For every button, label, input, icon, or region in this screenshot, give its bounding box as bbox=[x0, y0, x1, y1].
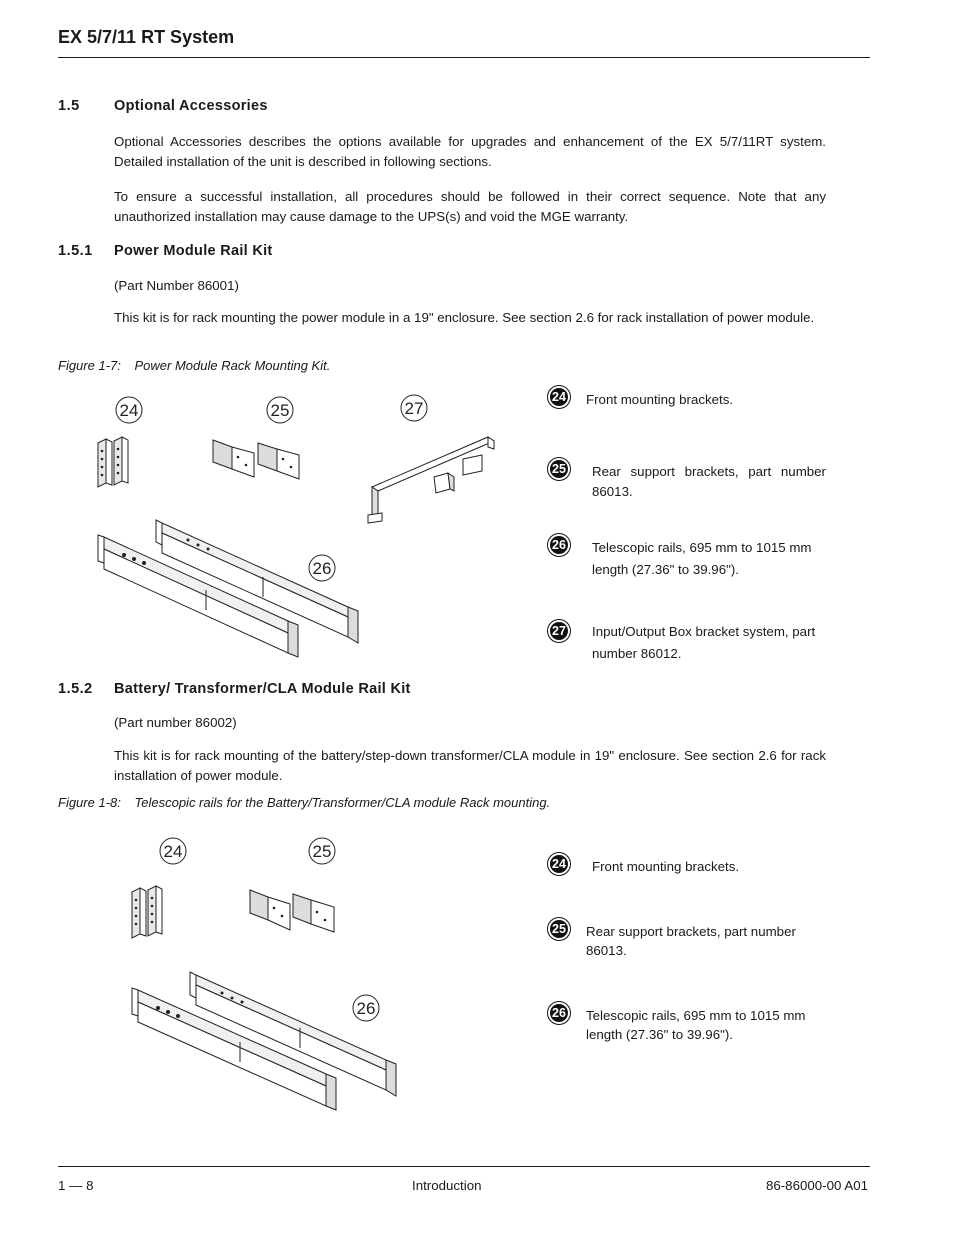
page-header-title: EX 5/7/11 RT System bbox=[58, 27, 235, 47]
figure-1-7-illustration bbox=[58, 385, 528, 670]
callout-24 bbox=[116, 397, 142, 423]
figure-number: Figure 1-8: bbox=[58, 795, 121, 810]
footer-doc-number: 86-86000-00 A01 bbox=[765, 1178, 868, 1193]
figure-caption bbox=[58, 358, 330, 373]
paragraph: To ensure a successful installation, all procedures should be followed in their correct sequence. Note that any unauthorized installation may cause damage to the UPS(s) and void the MGE warranty. bbox=[114, 189, 826, 224]
rear-bracket-shape bbox=[250, 890, 334, 932]
footer-chapter: Introduction bbox=[412, 1178, 482, 1193]
legend-badge: 24 bbox=[548, 386, 570, 408]
paragraph: Optional Accessories describes the options available for upgrades and enhancement of the EX 5/7/11RT system. Detailed installation of the unit is described in following sections. bbox=[114, 134, 826, 169]
io-box-bracket-shape bbox=[368, 437, 494, 523]
paragraph: This kit is for rack mounting the power module in a 19" enclosure. See section 2.6 for rack installation of power module. bbox=[114, 310, 815, 325]
svg-text:24: 24 bbox=[119, 401, 139, 420]
callout-27 bbox=[401, 395, 427, 421]
section-number: 1.5 bbox=[58, 98, 80, 114]
section-title: Power Module Rail Kit bbox=[114, 243, 273, 259]
callout-26 bbox=[309, 555, 335, 581]
legend-text: Rear support brackets, part number 86013. bbox=[586, 924, 796, 958]
legend-badge: 26 bbox=[548, 534, 570, 556]
part-number: (Part number 86002) bbox=[114, 715, 237, 730]
legend-badge: 25 bbox=[548, 458, 570, 480]
rear-bracket-shape bbox=[213, 440, 299, 479]
svg-text:26: 26 bbox=[312, 559, 332, 578]
figure-1-8-illustration bbox=[120, 832, 410, 1112]
legend-badge: 24 bbox=[548, 853, 570, 875]
legend-badge: 25 bbox=[548, 918, 570, 940]
legend-text: Front mounting brackets. bbox=[586, 392, 734, 407]
figure-caption bbox=[58, 795, 550, 810]
legend-text: Input/Output Box bracket system, part number 86012. bbox=[592, 624, 816, 661]
svg-text:25: 25 bbox=[312, 842, 332, 861]
section-number: 1.5.1 bbox=[58, 243, 93, 259]
callout-26 bbox=[353, 995, 379, 1021]
callout-25 bbox=[267, 397, 293, 423]
part-number: (Part Number 86001) bbox=[114, 278, 239, 293]
svg-text:27: 27 bbox=[404, 399, 424, 418]
figure-title: Telescopic rails for the Battery/Transformer/CLA module Rack mounting. bbox=[134, 795, 551, 810]
svg-text:25: 25 bbox=[270, 401, 290, 420]
footer-rule bbox=[58, 1166, 870, 1167]
header-rule bbox=[58, 57, 870, 58]
paragraph: This kit is for rack mounting of the battery/step-down transformer/CLA module in 19" enclosure. See section 2.6 for rack installation of power module. bbox=[114, 748, 826, 783]
svg-text:26: 26 bbox=[356, 999, 376, 1018]
svg-text:24: 24 bbox=[163, 842, 183, 861]
callout-24 bbox=[160, 838, 186, 864]
legend-badge: 27 bbox=[548, 620, 570, 642]
section-number: 1.5.2 bbox=[58, 681, 93, 697]
legend-text: Telescopic rails, 695 mm to 1015 mm length (27.36" to 39.96"). bbox=[586, 1008, 806, 1042]
legend-text: Rear support brackets, part number 86013. bbox=[592, 464, 826, 499]
telescopic-rail-shape bbox=[132, 972, 396, 1110]
section-title: Optional Accessories bbox=[114, 98, 268, 114]
front-bracket-shape bbox=[132, 886, 162, 938]
callout-25 bbox=[309, 838, 335, 864]
section-title: Battery/ Transformer/CLA Module Rail Kit bbox=[114, 681, 411, 697]
figure-title: Power Module Rack Mounting Kit. bbox=[134, 358, 331, 373]
legend-badge: 26 bbox=[548, 1002, 570, 1024]
figure-number: Figure 1-7: bbox=[58, 358, 121, 373]
legend-text: Telescopic rails, 695 mm to 1015 mm length (27.36" to 39.96"). bbox=[592, 540, 812, 577]
telescopic-rail-shape bbox=[98, 520, 358, 657]
footer-page-number: 1 — 8 bbox=[58, 1178, 94, 1193]
legend-text: Front mounting brackets. bbox=[592, 859, 740, 874]
front-bracket-shape bbox=[98, 437, 128, 487]
